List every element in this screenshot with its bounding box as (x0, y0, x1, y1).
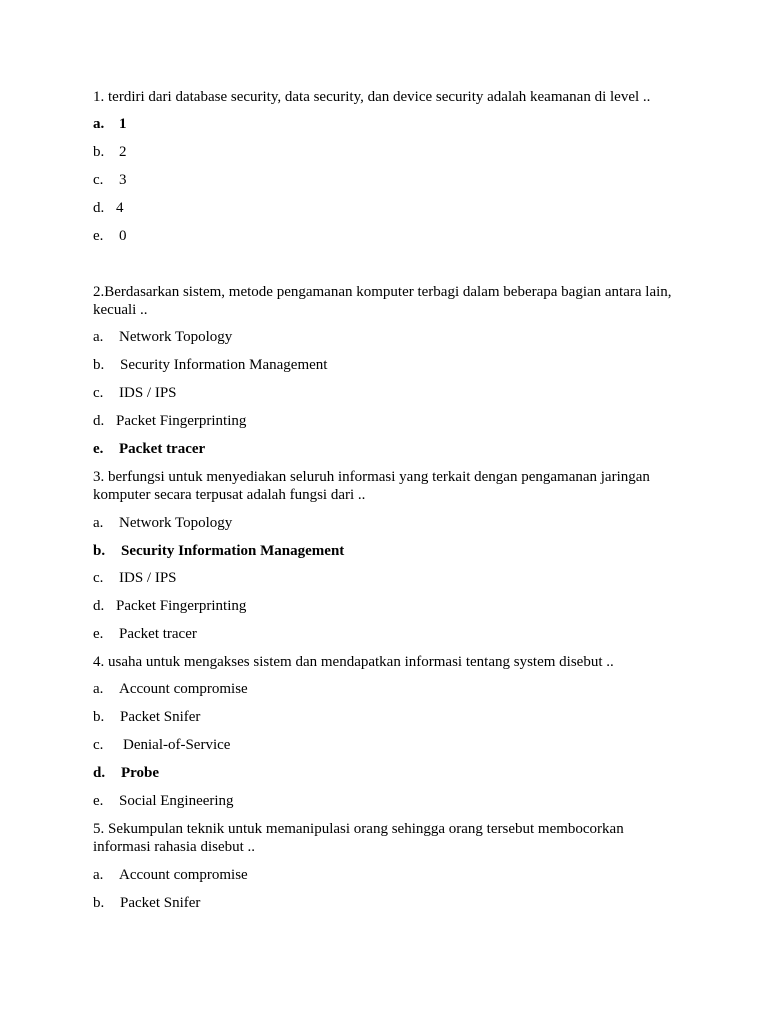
option-letter: a. (93, 515, 104, 531)
option-text: Probe (121, 765, 160, 781)
option-letter: c. (93, 737, 104, 753)
option-letter: e. (93, 626, 104, 642)
option-text: Network Topology (119, 329, 233, 345)
option-letter: b. (93, 144, 105, 160)
q1-option-a (93, 115, 127, 133)
q4-option-b (93, 708, 200, 726)
q2-option-a (93, 328, 232, 346)
q3-option-a (93, 514, 232, 532)
option-text: 3 (119, 172, 127, 188)
option-letter: c. (93, 172, 104, 188)
q2-option-e (93, 440, 205, 458)
q4-option-a (93, 680, 248, 698)
q3-option-e (93, 625, 197, 643)
q3-option-c (93, 569, 177, 587)
option-text: Packet Snifer (120, 895, 201, 911)
option-text: 2 (119, 144, 127, 160)
q5-option-a (93, 866, 248, 884)
option-text: Denial-of-Service (123, 737, 231, 753)
option-text: 0 (119, 228, 127, 244)
option-letter: a. (93, 867, 104, 883)
option-letter: a. (93, 329, 104, 345)
option-letter: b. (93, 709, 105, 725)
q4-option-d (93, 764, 159, 782)
option-text: Packet Fingerprinting (116, 598, 247, 614)
option-text: Account compromise (119, 681, 248, 697)
q1-option-c (93, 171, 127, 189)
option-text: Security Information Management (121, 543, 345, 559)
option-letter: c. (93, 570, 104, 586)
q1-option-d (93, 199, 124, 217)
q1-option-b (93, 143, 127, 161)
option-letter: d. (93, 765, 106, 781)
q2-option-b (93, 356, 327, 374)
option-letter: e. (93, 228, 104, 244)
q4-option-e (93, 792, 234, 810)
option-letter: b. (93, 895, 105, 911)
option-letter: a. (93, 116, 105, 132)
question-2-text: 2.Berdasarkan sistem, metode pengamanan komputer terbagi dalam beberapa bagian antara lain, kecuali .. (93, 284, 672, 318)
option-text: 1 (119, 116, 127, 132)
question-5-text: 5. Sekumpulan teknik untuk memanipulasi orang sehingga orang tersebut membocorkan informasi rahasia disebut .. (93, 821, 624, 855)
option-text: IDS / IPS (119, 570, 177, 586)
q3-option-b (93, 542, 344, 560)
option-text: Packet tracer (119, 441, 206, 457)
option-text: Social Engineering (119, 793, 234, 809)
option-text: Packet tracer (119, 626, 197, 642)
option-text: IDS / IPS (119, 385, 177, 401)
option-letter: b. (93, 543, 106, 559)
option-letter: e. (93, 793, 104, 809)
q3-option-d (93, 597, 246, 615)
q2-option-c (93, 384, 177, 402)
q2-option-d (93, 412, 246, 430)
question-4-text: 4. usaha untuk mengakses sistem dan mendapatkan informasi tentang system disebut .. (93, 654, 614, 670)
option-letter: b. (93, 357, 105, 373)
q1-option-e (93, 227, 127, 245)
option-letter: e. (93, 441, 104, 457)
q5-option-b (93, 894, 200, 912)
option-letter: a. (93, 681, 104, 697)
question-1-text: 1. terdiri dari database security, data security, dan device security adalah keamanan di level .. (93, 89, 651, 105)
option-text: Packet Snifer (120, 709, 201, 725)
q4-option-c (93, 736, 230, 754)
option-letter: d. (93, 200, 105, 216)
option-text: 4 (116, 200, 124, 216)
option-text: Network Topology (119, 515, 233, 531)
option-text: Account compromise (119, 867, 248, 883)
option-text: Security Information Management (120, 357, 328, 373)
option-letter: c. (93, 385, 104, 401)
option-letter: d. (93, 413, 105, 429)
option-text: Packet Fingerprinting (116, 413, 247, 429)
option-letter: d. (93, 598, 105, 614)
question-3-text: 3. berfungsi untuk menyediakan seluruh informasi yang terkait dengan pengamanan jaringan komputer secara terpusat adalah fungsi dari .. (93, 469, 650, 503)
